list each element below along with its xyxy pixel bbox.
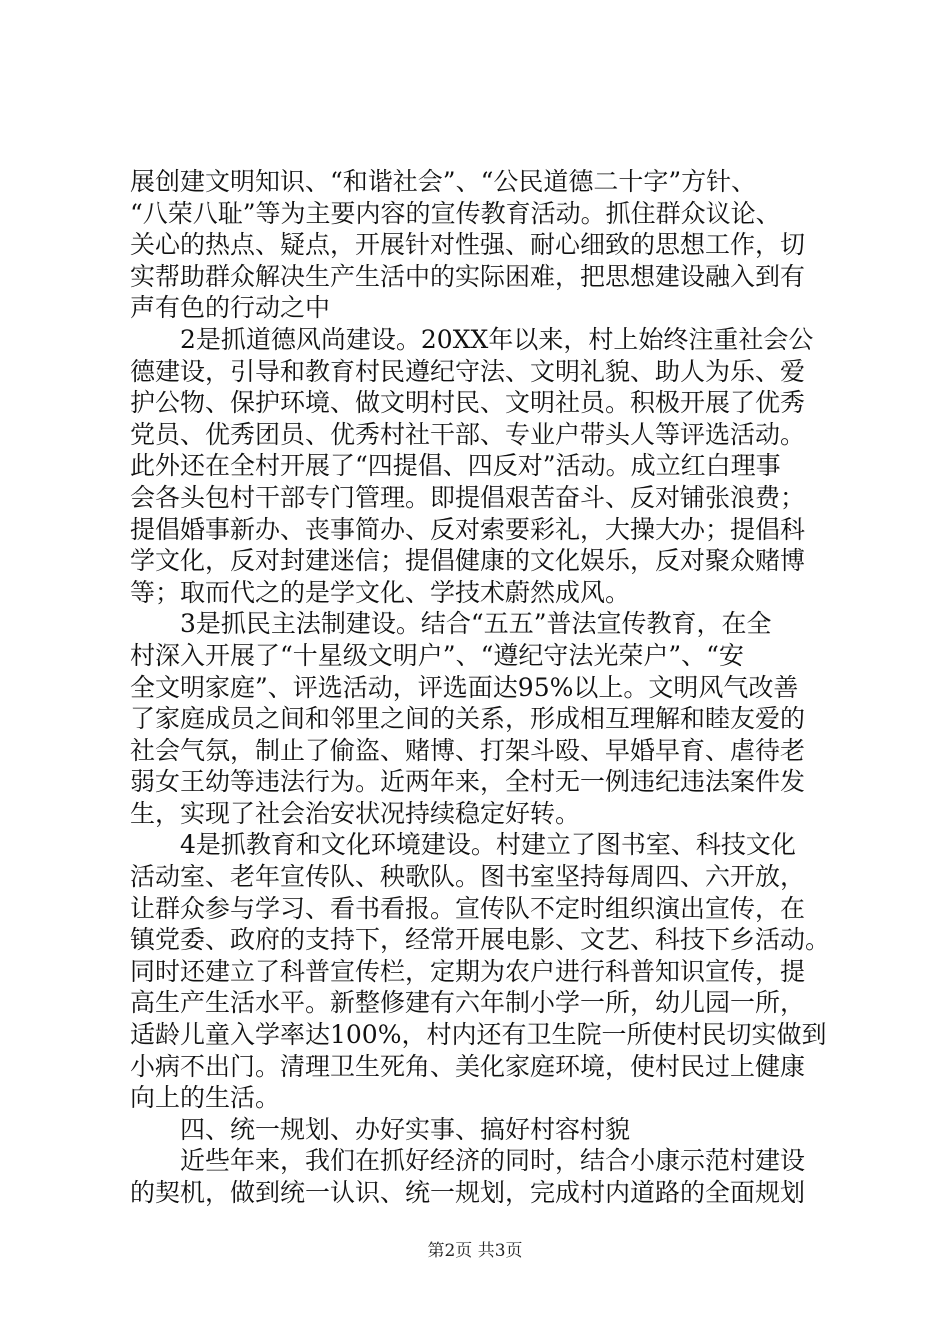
text-line: 关心的热点、疑点，开展针对性强、耐心细致的思想工作，切 — [130, 230, 806, 260]
text-line: 实帮助群众解决生产生活中的实际困难，把思想建设融入到有 — [130, 261, 806, 291]
text-line: 社会气氛，制止了偷盗、赌博、打架斗殴、早婚早育、虐待老 — [130, 735, 806, 765]
text-line: 提倡婚事新办、丧事简办、反对索要彩礼，大操大办；提倡科 — [130, 514, 806, 544]
text-line: 声有色的行动之中 — [130, 293, 331, 323]
text-line: 适龄儿童入学率达100%，村内还有卫生院一所使村民切实做到 — [130, 1020, 827, 1050]
section-heading: 四、统一规划、办好实事、搞好村容村貌 — [180, 1114, 631, 1144]
text-line: 的契机，做到统一认识、统一规划，完成村内道路的全面规划 — [130, 1178, 806, 1207]
text-line: 村深入开展了“十星级文明户”、“遵纪守法光荣户”、“安 — [130, 640, 744, 670]
text-line: 学文化，反对封建迷信；提倡健康的文化娱乐，反对聚众赌博 — [130, 546, 806, 576]
text-line: 小病不出门。清理卫生死角、美化家庭环境，使村民过上健康 — [130, 1051, 806, 1081]
text-line: 会各头包村干部专门管理。即提倡艰苦奋斗、反对铺张浪费； — [130, 482, 806, 512]
text-line: 同时还建立了科普宣传栏，定期为农户进行科普知识宣传，提 — [130, 956, 806, 986]
text-line: 镇党委、政府的支持下，经常开展电影、文艺、科技下乡活动。 — [130, 925, 831, 955]
text-line: 让群众参与学习、看书看报。宣传队不定时组织演出宣传，在 — [130, 893, 806, 923]
paragraph-start-line: 3是抓民主法制建设。结合“五五”普法宣传教育，在全 — [180, 609, 772, 639]
text-line: 生，实现了社会治安状况持续稳定好转。 — [130, 798, 581, 828]
text-line: 等；取而代之的是学文化、学技术蔚然成风。 — [130, 577, 631, 607]
text-line: 了家庭成员之间和邻里之间的关系，形成相互理解和睦友爱的 — [130, 704, 806, 734]
text-line: 弱女王幼等违法行为。近两年来，全村无一例违纪违法案件发 — [130, 767, 806, 797]
text-line: 护公物、保护环境、做文明村民、文明社员。积极开展了优秀 — [130, 388, 806, 418]
paragraph-start-line: 4是抓教育和文化环境建设。村建立了图书室、科技文化 — [180, 830, 796, 860]
text-line: 全文明家庭”、评选活动，评选面达95%以上。文明风气改善 — [130, 672, 799, 702]
paragraph-start-line: 2是抓道德风尚建设。20XX年以来，村上始终注重社会公 — [180, 324, 814, 354]
document-body — [130, 166, 840, 1209]
text-line: 高生产生活水平。新整修建有六年制小学一所，幼儿园一所， — [130, 988, 806, 1018]
text-line: 此外还在全村开展了“四提倡、四反对”活动。成立红白理事 — [130, 451, 781, 481]
text-line: 党员、优秀团员、优秀村社干部、专业户带头人等评选活动。 — [130, 419, 806, 449]
text-line: 德建设，引导和教育村民遵纪守法、文明礼貌、助人为乐、爱 — [130, 356, 806, 386]
text-line: 活动室、老年宣传队、秧歌队。图书室坚持每周四、六开放， — [130, 862, 806, 892]
page-number-footer: 第2页 共3页 — [427, 1241, 523, 1261]
text-line: “八荣八耻”等为主要内容的宣传教育活动。抓住群众议论、 — [130, 198, 781, 228]
paragraph-start-line: 近些年来，我们在抓好经济的同时，结合小康示范村建设 — [180, 1146, 806, 1176]
text-line: 向上的生活。 — [130, 1083, 281, 1113]
text-line: 展创建文明知识、“和谐社会”、“公民道德二十字”方针、 — [130, 167, 757, 196]
